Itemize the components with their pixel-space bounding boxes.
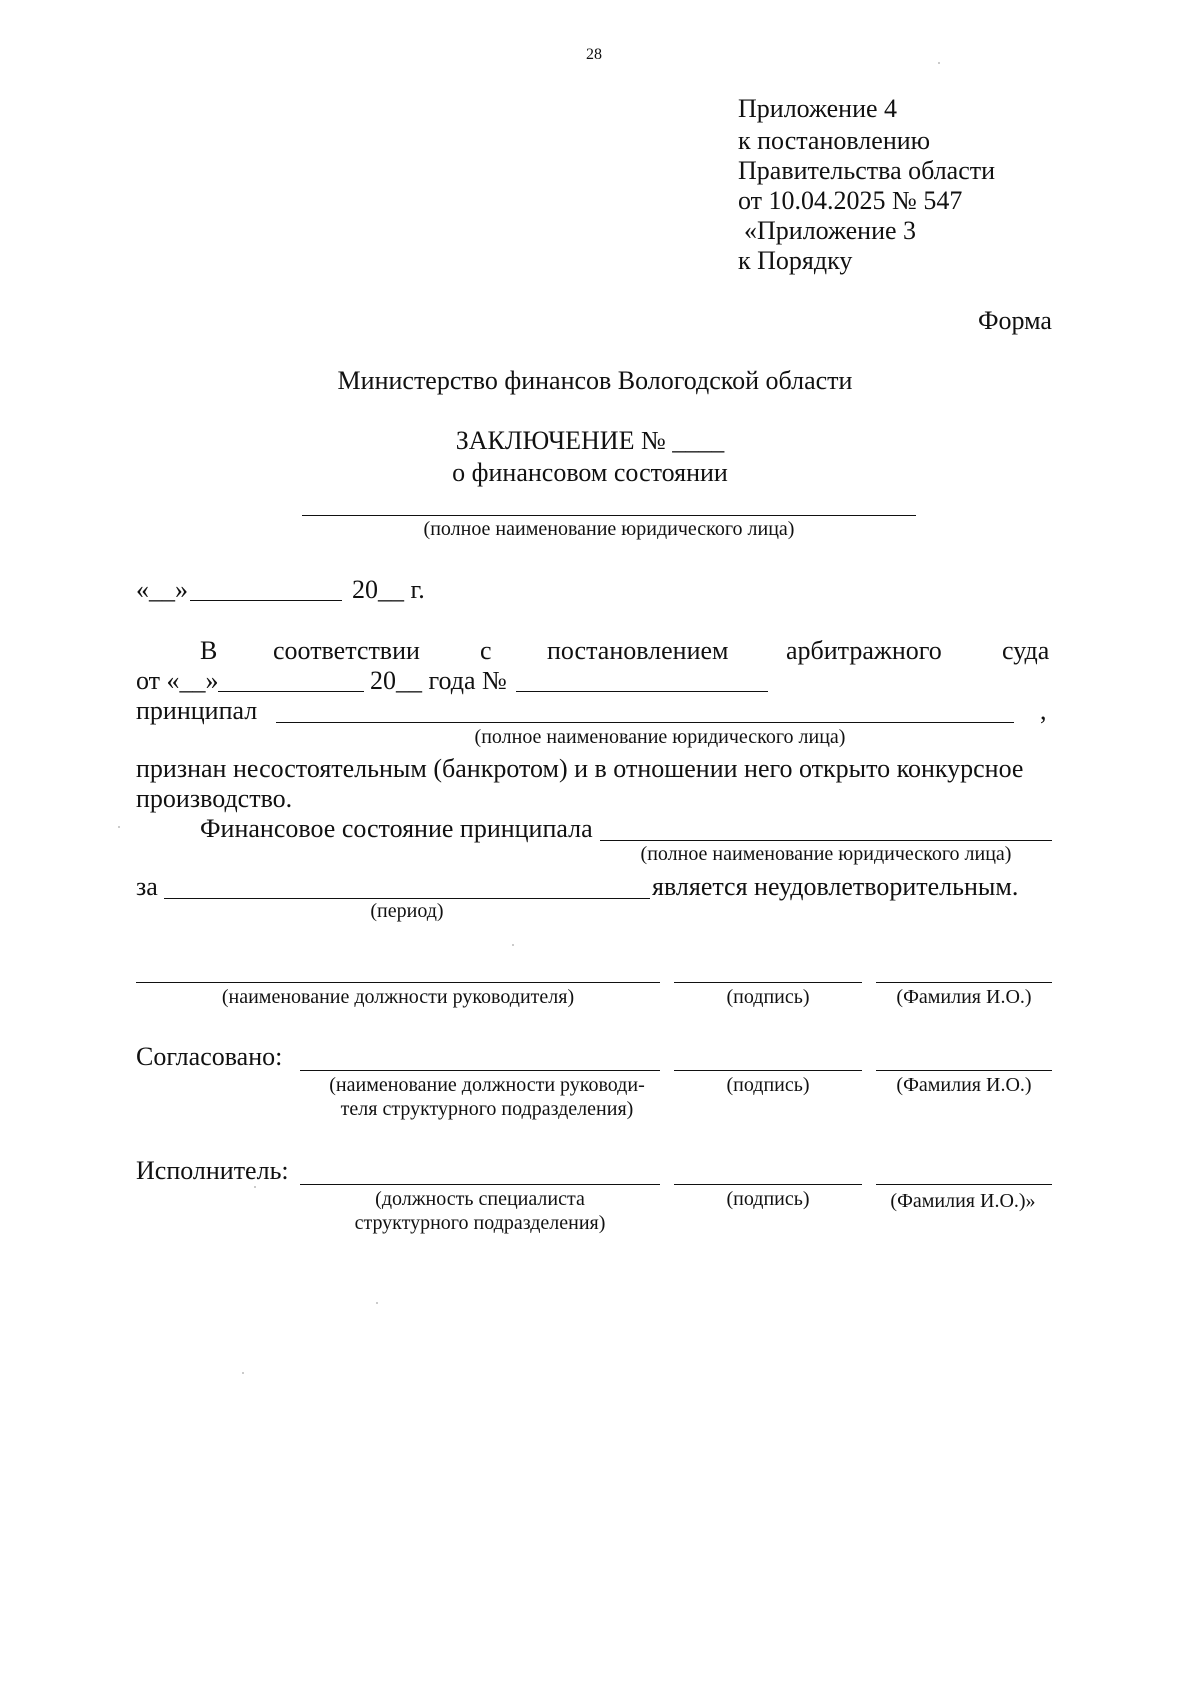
scan-speck — [118, 826, 120, 828]
specialist-name-caption: (Фамилия И.О.)» — [890, 1190, 1036, 1212]
scan-speck — [512, 944, 514, 946]
principal-caption: (полное наименование юридического лица) — [474, 726, 846, 748]
court-number-line — [516, 691, 768, 692]
body-word: В — [200, 636, 218, 665]
dept-head-signature-caption: (подпись) — [726, 1074, 810, 1096]
head-signature-line — [674, 982, 862, 983]
dept-head-caption: теля структурного подразделения) — [340, 1098, 634, 1120]
page-number: 28 — [586, 46, 602, 63]
dept-head-signature-line — [674, 1070, 862, 1071]
scan-speck — [376, 1302, 378, 1304]
body-word: с — [480, 636, 492, 665]
specialist-signature-caption: (подпись) — [726, 1188, 810, 1210]
body-word: арбитражного — [786, 636, 942, 665]
scan-speck — [938, 62, 940, 64]
dept-head-name-caption: (Фамилия И.О.) — [896, 1074, 1032, 1096]
court-date-prefix: от «__» — [136, 666, 219, 695]
period-caption: (период) — [370, 900, 444, 922]
period-prefix: за — [136, 872, 158, 901]
body-word: суда — [1002, 636, 1050, 665]
specialist-caption: структурного подразделения) — [354, 1212, 606, 1234]
executor-label: Исполнитель: — [136, 1156, 289, 1185]
head-signature-caption: (подпись) — [726, 986, 810, 1008]
date-year: 20__ г. — [352, 575, 425, 604]
head-position-line — [136, 982, 660, 983]
dept-head-caption: (наименование должности руководи- — [329, 1074, 645, 1096]
appendix-line: от 10.04.2025 № 547 — [738, 186, 963, 215]
dept-head-position-line — [300, 1070, 660, 1071]
legal-entity-line — [302, 515, 916, 516]
principal-label: принципал — [136, 696, 258, 725]
period-line — [164, 898, 650, 899]
bankruptcy-text: признан несостоятельным (банкротом) и в отношении него открыто конкурсное — [136, 754, 1024, 783]
financial-state-caption: (полное наименование юридического лица) — [640, 843, 1012, 865]
court-date-month-line — [218, 691, 364, 692]
scan-speck — [254, 1186, 256, 1188]
principal-comma: , — [1040, 696, 1047, 725]
date-day: «__» — [136, 575, 188, 604]
specialist-position-line — [300, 1184, 660, 1185]
form-label: Форма — [978, 306, 1052, 335]
legal-entity-caption: (полное наименование юридического лица) — [423, 518, 795, 540]
unsatisfactory-text: является неудовлетворительным. — [652, 872, 1019, 901]
document-subtitle: о финансовом состоянии — [452, 458, 728, 487]
head-name-line — [876, 982, 1052, 983]
body-word: постановлением — [547, 636, 729, 665]
financial-state-line — [600, 840, 1052, 841]
body-word: соответствии — [273, 636, 420, 665]
appendix-line: к Порядку — [738, 246, 853, 275]
specialist-name-line — [876, 1184, 1052, 1185]
head-name-caption: (Фамилия И.О.) — [896, 986, 1032, 1008]
appendix-line: Правительства области — [738, 156, 996, 185]
ministry-name: Министерство финансов Вологодской области — [337, 366, 853, 395]
appendix-line: к постановлению — [738, 126, 931, 155]
specialist-caption: (должность специалиста — [375, 1188, 585, 1210]
appendix-line: Приложение 4 — [738, 94, 898, 123]
appendix-line: «Приложение 3 — [744, 216, 917, 245]
principal-name-line — [276, 722, 1014, 723]
date-month-line — [190, 600, 342, 601]
agreed-label: Согласовано: — [136, 1042, 283, 1071]
bankruptcy-text: производство. — [136, 784, 293, 813]
head-position-caption: (наименование должности руководителя) — [221, 986, 575, 1008]
dept-head-name-line — [876, 1070, 1052, 1071]
scan-speck — [242, 1372, 244, 1374]
specialist-signature-line — [674, 1184, 862, 1185]
court-year-number: 20__ года № — [370, 666, 507, 695]
financial-state-label: Финансовое состояние принципала — [200, 814, 593, 843]
document-title: ЗАКЛЮЧЕНИЕ № ____ — [455, 426, 725, 455]
